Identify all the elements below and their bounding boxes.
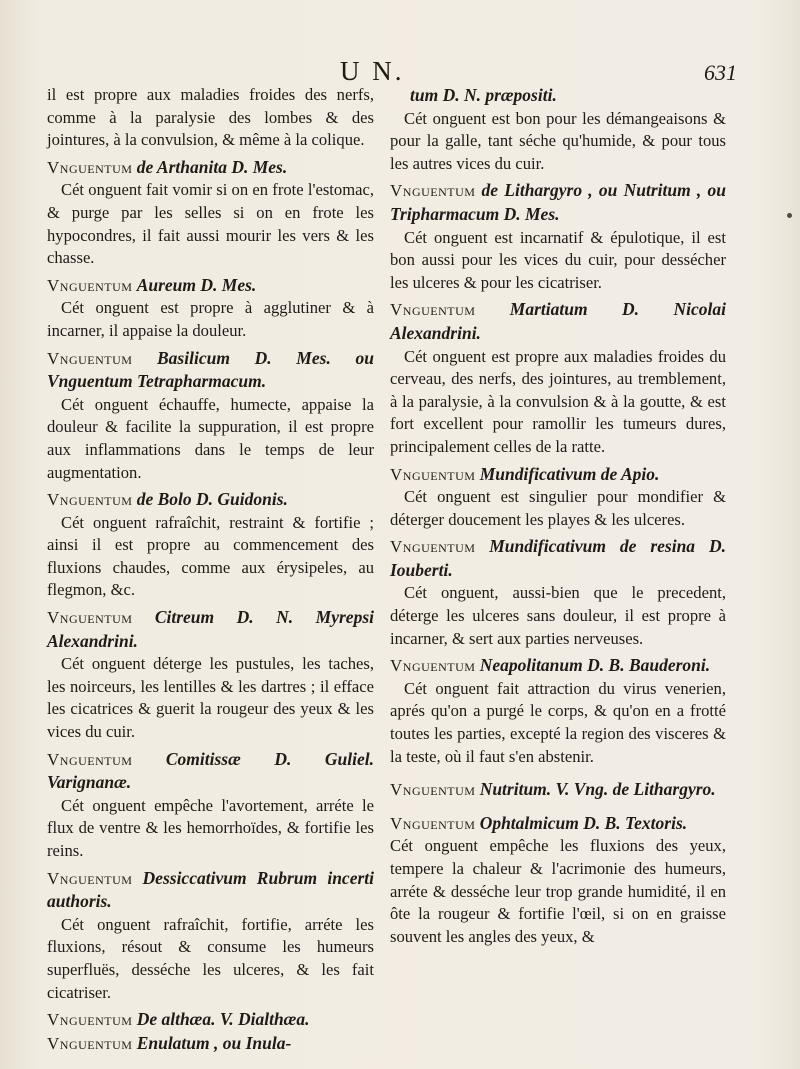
entry	[47, 1008, 374, 1032]
entry-keyword: Vnguentum	[47, 749, 133, 769]
entry	[390, 812, 726, 949]
entry	[390, 654, 726, 768]
entry	[390, 778, 726, 802]
entry-keyword: Vnguentum	[47, 608, 133, 628]
entry-keyword: Vnguentum	[390, 537, 476, 557]
spacer	[390, 768, 726, 774]
entry	[47, 156, 374, 270]
entry-name: Comitissæ D. Guliel. Varignanæ.	[47, 748, 374, 793]
entry	[390, 179, 726, 294]
entry-keyword: Vnguentum	[390, 300, 476, 320]
entry-name: Martiatum D. Nicolai Alexandrini.	[390, 299, 727, 343]
entry	[47, 488, 374, 602]
entry	[47, 748, 374, 863]
entry-text: Cét onguent déterge les pustules, les taches, les noirceurs, les lentilles & les dartres ; il efface les cicatrices & guerit la rougeur des yeux & les vices du cuir.	[47, 654, 374, 742]
entry-keyword: Vnguentum	[47, 275, 133, 295]
entry-keyword: Vnguentum	[390, 181, 476, 201]
entry	[390, 298, 726, 458]
entry-name: de Bolo D. Guidonis.	[136, 489, 288, 510]
entry	[390, 463, 726, 532]
entry-text: Cét onguent est singulier pour mondifier & déterger doucement les playes & les ulceres.	[390, 487, 726, 529]
entry	[47, 274, 374, 343]
entry-name: de Arthanita D. Mes.	[136, 156, 288, 177]
entry-text: Cét onguent empêche l'avortement, arréte le flux de ventre & les hemorrhoïdes, & fortifie les reins.	[47, 795, 374, 860]
entry-keyword: Vnguentum	[47, 1010, 133, 1030]
entry-name: Dessiccativum Rubrum incerti authoris.	[47, 867, 374, 912]
ink-spot	[787, 213, 792, 218]
entry-name: Neapolitanum D. B. Bauderoni.	[479, 655, 711, 676]
entry	[47, 1032, 374, 1056]
continued-text: Cét onguent est bon pour les démangeaisons & pour la galle, tant séche qu'humide, & pour tous les autres vices du cuir.	[390, 108, 726, 173]
page-number: 631	[704, 60, 737, 85]
page-header	[0, 52, 800, 88]
entry	[47, 347, 374, 485]
entry-name: Basilicum D. Mes. ou Vnguentum Tetrapharmacum.	[47, 347, 374, 392]
entry-text: Cét onguent est propre aux maladies froides du cerveau, des nerfs, des jointures, au tremblement, à la paralysie, à la convulsion & à la goutte, & est fort excellent pour ramollir les tumeurs dures, principalement celles de la ratte.	[390, 346, 726, 456]
continued-entry-name: tum D. N. præpositi.	[410, 85, 557, 105]
entry-keyword: Vnguentum	[390, 656, 476, 676]
entry-keyword: Vnguentum	[47, 157, 133, 177]
entry-text: Cét onguent, aussi-bien que le precedent, déterge les ulceres sans douleur, il est propre à incarner, & sert aux parties nerveuses.	[390, 583, 726, 648]
entry-text: Cét onguent empêche les fluxions des yeux, tempere la chaleur & l'acrimonie des humeurs, arréte & desséche leur trop grande humidité, il en ôte la rougeur & fortifie l'œil, si on en graisse souvent les angles des yeux, &	[390, 836, 726, 946]
entry-text: Cét onguent fait vomir si on en frote l'estomac, & purge par les selles si on en frote les hypocondres, il fait aussi mourir les vers & les chasse.	[47, 180, 374, 268]
entry-name: Mundificativum de resina D. Iouberti.	[390, 536, 726, 580]
entry-name: Citreum D. N. Myrepsi Alexandrini.	[47, 607, 374, 651]
entry-name: Mundificativum de Apio.	[479, 463, 660, 484]
running-title: U N.	[340, 56, 405, 86]
entry-name: De althæa. V. Dialthæa.	[136, 1009, 310, 1030]
entry-name: Ophtalmicum D. B. Textoris.	[479, 812, 688, 833]
spacer	[390, 802, 726, 808]
entry-keyword: Vnguentum	[47, 490, 133, 510]
entry-keyword: Vnguentum	[47, 868, 133, 888]
entry	[390, 535, 726, 650]
right-column	[390, 84, 726, 948]
entry-text: Cét onguent échauffe, humecte, appaise la douleur & facilite la suppuration, il est propre aux inflammations dans le temps de leur augmentation.	[47, 394, 374, 482]
entry-text: Cét onguent est incarnatif & épulotique, il est bon aussi pour les vices du cuir, pour dessécher les ulceres & pour les cicatriser.	[390, 227, 726, 292]
entry-name: Aureum D. Mes.	[136, 274, 257, 295]
entry-keyword: Vnguentum	[390, 813, 476, 833]
entry-name: Nutritum. V. Vng. de Lithargyro.	[479, 779, 716, 800]
entry-text: Cét onguent fait attraction du virus venerien, aprés qu'on a purgé le corps, & qu'on en a frotté toutes les parties, excepté la region des visceres & la teste, où il faut s'en abstenir.	[390, 678, 726, 766]
entry-text: Cét onguent rafraîchit, restraint & fortifie ; ainsi il est propre au commencement des fluxions chaudes, comme aux érysipeles, au flegmon, &c.	[47, 512, 374, 600]
entry-keyword: Vnguentum	[47, 1033, 133, 1053]
entry-text: Cét onguent rafraîchit, fortifie, arréte les fluxions, résout & consume les humeurs superfluës, desséche les ulceres, & les fait cicatriser.	[47, 914, 374, 1002]
entry	[47, 867, 374, 1005]
entry-text: Cét onguent est propre à agglutiner & à incarner, il appaise la douleur.	[47, 298, 374, 340]
entry-keyword: Vnguentum	[390, 464, 476, 484]
entry-name: Enulatum , ou Inula-	[136, 1032, 292, 1053]
continued-text: il est propre aux maladies froides des nerfs, comme à la paralysie des lombes & des jointures, à la convulsion, & même à la colique.	[47, 85, 374, 150]
entry	[47, 606, 374, 744]
entry-keyword: Vnguentum	[47, 348, 133, 368]
entry-name: de Lithargyro , ou Nutritum , ou Tripharmacum D. Mes.	[390, 180, 727, 224]
left-column	[47, 84, 374, 1055]
entry-keyword: Vnguentum	[390, 780, 476, 800]
